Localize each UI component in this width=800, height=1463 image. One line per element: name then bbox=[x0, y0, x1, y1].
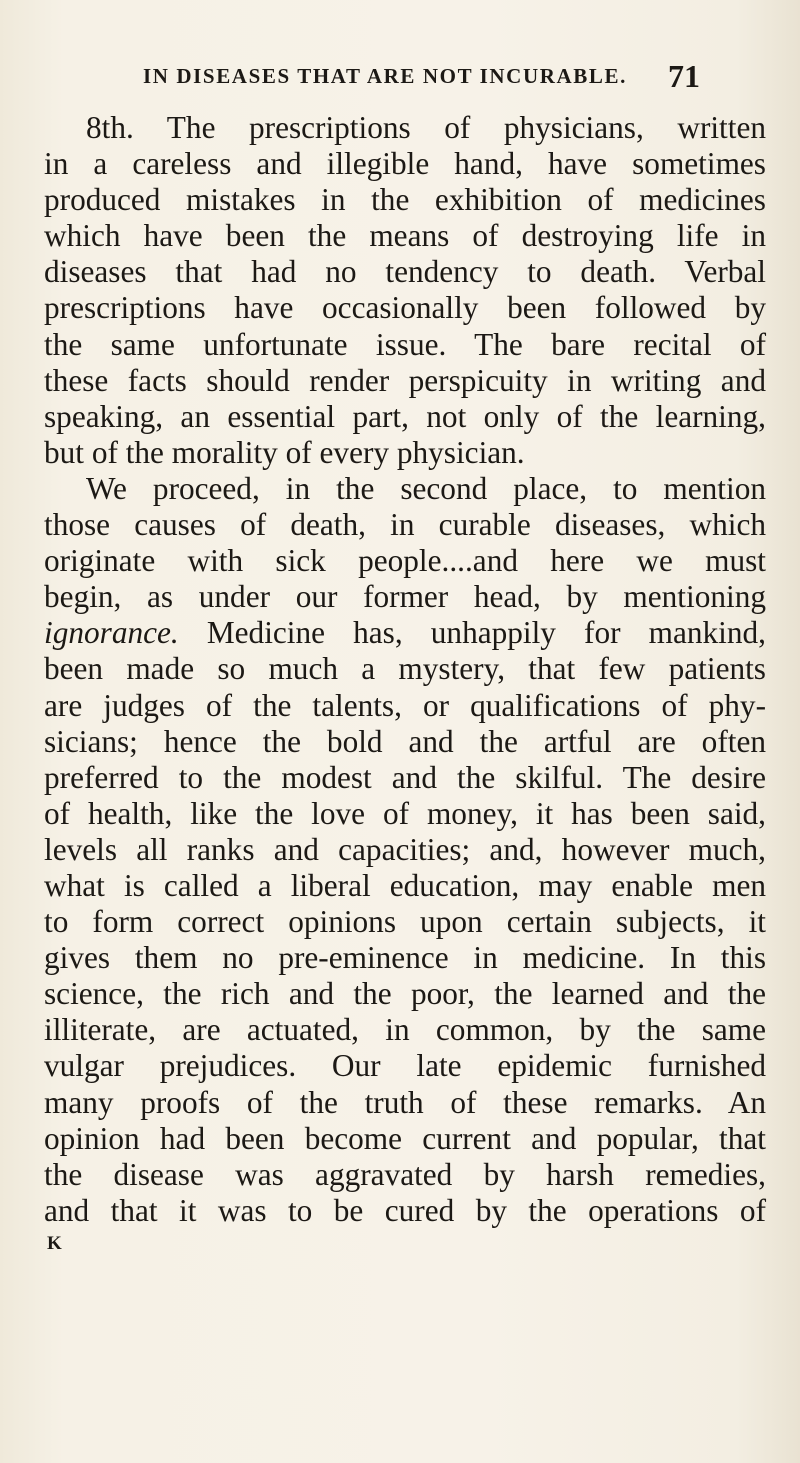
text-line: what is called a liberal education, may enable men bbox=[44, 867, 766, 903]
text-line: produced mistakes in the exhibition of medicines bbox=[44, 182, 766, 218]
page-number: 71 bbox=[668, 58, 700, 94]
text-line: sicians; hence the bold and the artful are often bbox=[44, 723, 766, 759]
text-line: the disease was aggravated by harsh remedies, bbox=[44, 1156, 766, 1192]
italic-term: ignorance. bbox=[44, 615, 179, 651]
body-text bbox=[44, 110, 766, 1229]
text-line: speaking, an essential part, not only of the learning, bbox=[44, 398, 766, 434]
text-line: been made so much a mystery, that few patients bbox=[44, 651, 766, 687]
text-line-rest: Medicine has, unhappily for mankind, bbox=[178, 615, 766, 651]
text-line: in a careless and illegible hand, have sometimes bbox=[44, 146, 766, 182]
text-line: We proceed, in the second place, to mention bbox=[86, 470, 766, 506]
text-line: originate with sick people....and here we must bbox=[44, 543, 766, 579]
text-line: these facts should render perspicuity in writing and bbox=[44, 362, 766, 398]
text-line: many proofs of the truth of these remarks. An bbox=[44, 1084, 766, 1120]
signature-mark: K bbox=[47, 1233, 62, 1254]
text-line: are judges of the talents, or qualifications of phy- bbox=[44, 687, 766, 723]
text-line: opinion had been become current and popular, that bbox=[44, 1120, 766, 1156]
text-line: 8th. The prescriptions of physicians, written bbox=[86, 110, 766, 145]
text-line: prescriptions have occasionally been followed by bbox=[44, 290, 766, 326]
text-line: to form correct opinions upon certain subjects, it bbox=[44, 904, 766, 940]
text-line: of health, like the love of money, it has been said, bbox=[44, 795, 766, 831]
text-line: levels all ranks and capacities; and, however much, bbox=[44, 831, 766, 867]
text-line: which have been the means of destroying life in bbox=[44, 218, 766, 254]
text-line: diseases that had no tendency to death. Verbal bbox=[44, 254, 766, 290]
text-line bbox=[44, 615, 766, 651]
text-line: gives them no pre-eminence in medicine. In this bbox=[44, 940, 766, 976]
text-line: vulgar prejudices. Our late epidemic furnished bbox=[44, 1048, 766, 1084]
text-line: but of the morality of every physician. bbox=[44, 434, 525, 470]
text-line: science, the rich and the poor, the learned and the bbox=[44, 976, 766, 1012]
text-line: preferred to the modest and the skilful. The desire bbox=[44, 759, 766, 795]
text-line: the same unfortunate issue. The bare recital of bbox=[44, 326, 766, 362]
running-title: IN DISEASES THAT ARE NOT INCURABLE. bbox=[143, 64, 627, 88]
text-line: and that it was to be cured by the operations of bbox=[44, 1192, 766, 1228]
running-head bbox=[0, 58, 800, 98]
text-line: begin, as under our former head, by mentioning bbox=[44, 579, 766, 615]
text-line: illiterate, are actuated, in common, by the same bbox=[44, 1012, 766, 1048]
text-line: those causes of death, in curable diseases, which bbox=[44, 507, 766, 543]
